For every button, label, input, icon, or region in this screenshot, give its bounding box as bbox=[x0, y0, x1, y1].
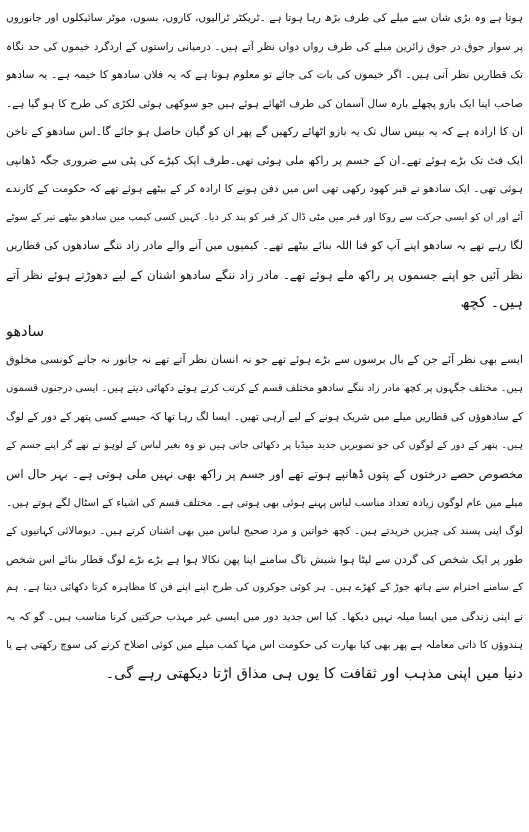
text-line: کے سامنے احترام سے ہاتھ جوڑ کے کھڑے ہیں۔ ہر کوئی جوکروں کی طرح اپنے اپنے فن کا مظاہرہ کرتا دکھائی دیتا ہے۔ ہم bbox=[6, 582, 523, 593]
text-line: ہیں۔ مختلف جگہوں پر کچھ مادر زاد ننگے سادھو مختلف قسم کے کرتب کرتے ہوئے دکھائی دیتے ہیں۔ ایسی درجنوں قسموں bbox=[6, 382, 523, 394]
text-line: لوگ اپنی پسند کی چیزیں خریدتے ہیں۔ کچھ خواتین و مرد صحیح لباس میں بھی اشنان کرتے ہیں۔ دیومالائی کہانیوں کے bbox=[6, 525, 523, 537]
text-line: ہندوؤں کا ذاتی معاملہ ہے پھر بھی کیا بھارت کی حکومت اس مہا کمب میلے میں کوئی اصلاح کرنے کی سوچ رکھتی ہے یا bbox=[6, 639, 523, 651]
text-line: نظر آئیں جو اپنے جسموں پر راکھ ملے ہوئے تھے۔ مادر زاد ننگے سادھو اشنان کے لیے دھوڑتے ہوئے نظر آتے bbox=[6, 267, 523, 282]
text-line: لگا رہے تھے یہ سادھو اپنے آپ کو فنا اللہ بنائے بیٹھے تھے۔ کیمپوں میں آنے والے مادر زاد ننگے سادھوں کی قطاریں bbox=[6, 239, 523, 252]
text-line: ایک فٹ تک بڑے ہوئے تھے۔ان کے جسم پر راکھ ملی ہوئی تھی۔طرف ایک کپڑے کی پٹی سے ضروری جگہ ڈھانپی bbox=[6, 153, 523, 167]
text-line: تک قطاریں نظر آتی ہیں۔ اگر خیموں کی بات کی جائے تو معلوم ہوتا ہے کہ یہ فلاں سادھو کا خیمہ ہے۔ یہ سادھو bbox=[6, 68, 523, 81]
text-line: مخصوص حصے درختوں کے پتوں ڈھانپے ہوتے تھے اور جسم پر راکھ بھی نہیں ملی ہوتی ہے۔ بہر حال اس bbox=[6, 467, 523, 481]
text-line: آئے اور ان کو ایسی حرکت سے روکا اور قبر میں مٹی ڈال کر قبر کو بند کر دیا۔ کہیں کسی کیمپ میں سادھو بیٹھے تیر کے سوٹے bbox=[6, 211, 523, 223]
text-line: پر سوار جوق در جوق زائرین میلے کی طرف رواں دواں نظر آتے ہیں۔ درمیانی راستوں کے اردگرد خیموں کی حد نگاہ bbox=[6, 40, 523, 53]
text-line: کے سادھوؤں کی قطاریں میلے میں شریک ہونے کے لیے آرہی تھیں۔ ایسا لگ رہا تھا کہ جیسے کسی پتھر کے دور کے لوگ bbox=[6, 411, 523, 423]
text-line: ہوتا ہے وہ بڑی شان سے میلے کی طرف بڑھ رہا ہوتا ہے ۔ٹریکٹر ٹرالیوں، کاروں، بسوں، موٹر سائیکلوں اور جانوروں bbox=[6, 12, 523, 24]
text-line: ان کا ارادہ ہے کہ یہ بیس سال تک یہ بازو اٹھائے رکھیں گے پھر ان کو گیان حاصل ہو جائے گا۔اس سادھو کے ناخن bbox=[6, 125, 523, 138]
document-page bbox=[6, 4, 523, 828]
text-line: طور پر ایک شخص کی گردن سے لپٹا ہوا شیش ناگ سامنے اپنا پھن نکالا ہوا ہے بڑے بڑے لوگ قطار بنائے اس شخص bbox=[6, 552, 523, 566]
text-line: سادھو bbox=[6, 323, 45, 340]
text-line: ہیں۔ پتھر کے دور کے لوگوں کی جو تصویریں جدید میڈیا پر دکھائی جاتی ہیں تو وہ بغیر لباس کے لوہو تے تھے گر اپنے جسم کے bbox=[6, 439, 523, 451]
text-line: میلے میں عام لوگوں زیادہ تعداد مناسب لباس پہنے ہوئی بھی ہوتی ہے۔ مختلف قسم کی اشیاء کے اسٹال لگے ہوتے ہیں۔ bbox=[6, 496, 523, 509]
text-line: دنیا میں اپنی مذہب اور ثقافت کا یوں ہی مذاق اڑتا دیکھتی رہے گی۔ bbox=[105, 665, 523, 682]
text-line: ہیں۔ کچھ bbox=[460, 295, 523, 311]
text-line: نے اپنی زندگی میں ایسا میلہ نہیں دیکھا۔ کیا اس جدید دور میں ایسی غیر مہذب حرکتیں کرنا مناسب ہیں۔ گو کہ یہ bbox=[6, 610, 523, 623]
text-line: ایسے بھی نظر آئے جن کے بال برسوں سے بڑے ہوئے تھے جو نہ انسان نظر آتے تھے نہ جانور نہ جانے کونسی مخلوق bbox=[6, 353, 523, 366]
text-line: صاحب اپنا ایک بازو پچھلے بارہ سال آسمان کی طرف اٹھائے ہوئے ہیں جو سوکھی ہوئی لکڑی کی طرح کا ہو گیا ہے۔ bbox=[6, 97, 523, 110]
text-line: ہوئی تھی۔ ایک سادھو نے قبر کھود رکھی تھی اس میں دفن ہونے کا ارادہ کر کے بیٹھے ہوئے تھے کہ حکومت کے کارندے bbox=[6, 183, 523, 195]
